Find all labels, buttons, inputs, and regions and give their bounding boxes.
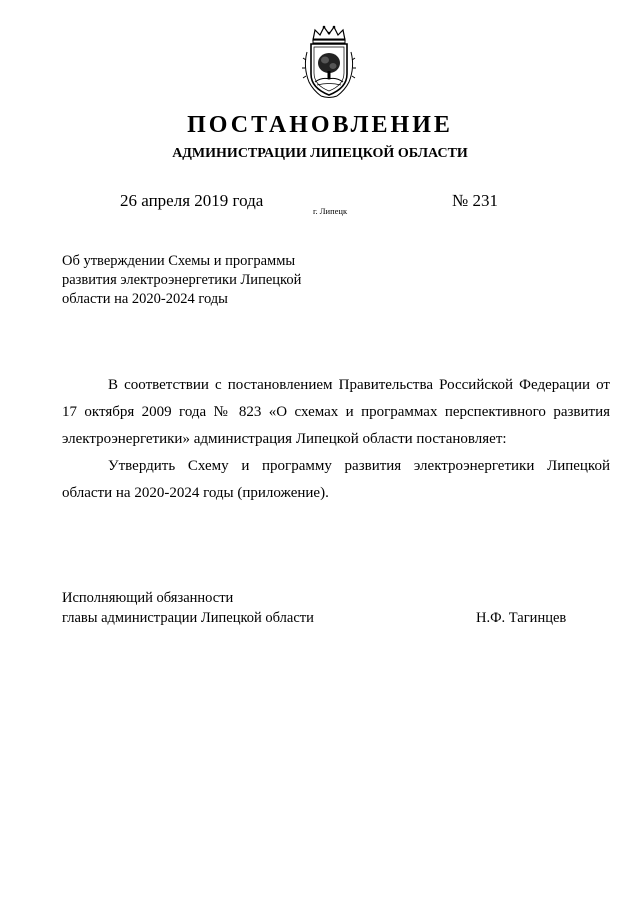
signature-block <box>62 588 610 628</box>
subject-line: Об утверждении Схемы и программы <box>62 253 296 269</box>
document-body <box>62 372 610 507</box>
coat-of-arms-icon <box>297 22 361 100</box>
subject-line: развития электроэнергетики Липецкой <box>62 272 302 288</box>
document-city: г. Липецк <box>313 206 348 216</box>
document-number: № 231 <box>452 191 498 210</box>
subject-line: области на 2020-2024 годы <box>62 291 228 307</box>
signatory-position: Исполняющий обязанности <box>62 590 234 606</box>
document-date: 26 апреля 2019 года <box>120 191 264 210</box>
document-title: ПОСТАНОВЛЕНИЕ <box>187 112 453 138</box>
document-subtitle: АДМИНИСТРАЦИИ ЛИПЕЦКОЙ ОБЛАСТИ <box>172 146 468 161</box>
document-subject <box>62 252 332 309</box>
body-paragraph: В соответствии с постановлением Правительства Российской Федерации от 17 октября 2009 года № 823 «О схемах и программах перспективного развития электроэнергетики» администрация Липецкой области постановляет: <box>62 377 610 447</box>
body-paragraph: Утвердить Схему и программу развития электроэнергетики Липецкой области на 2020-2024 годы (приложение). <box>62 458 610 501</box>
signatory-name: Н.Ф. Тагинцев <box>476 610 567 626</box>
signatory-position: главы администрации Липецкой области <box>62 610 314 626</box>
